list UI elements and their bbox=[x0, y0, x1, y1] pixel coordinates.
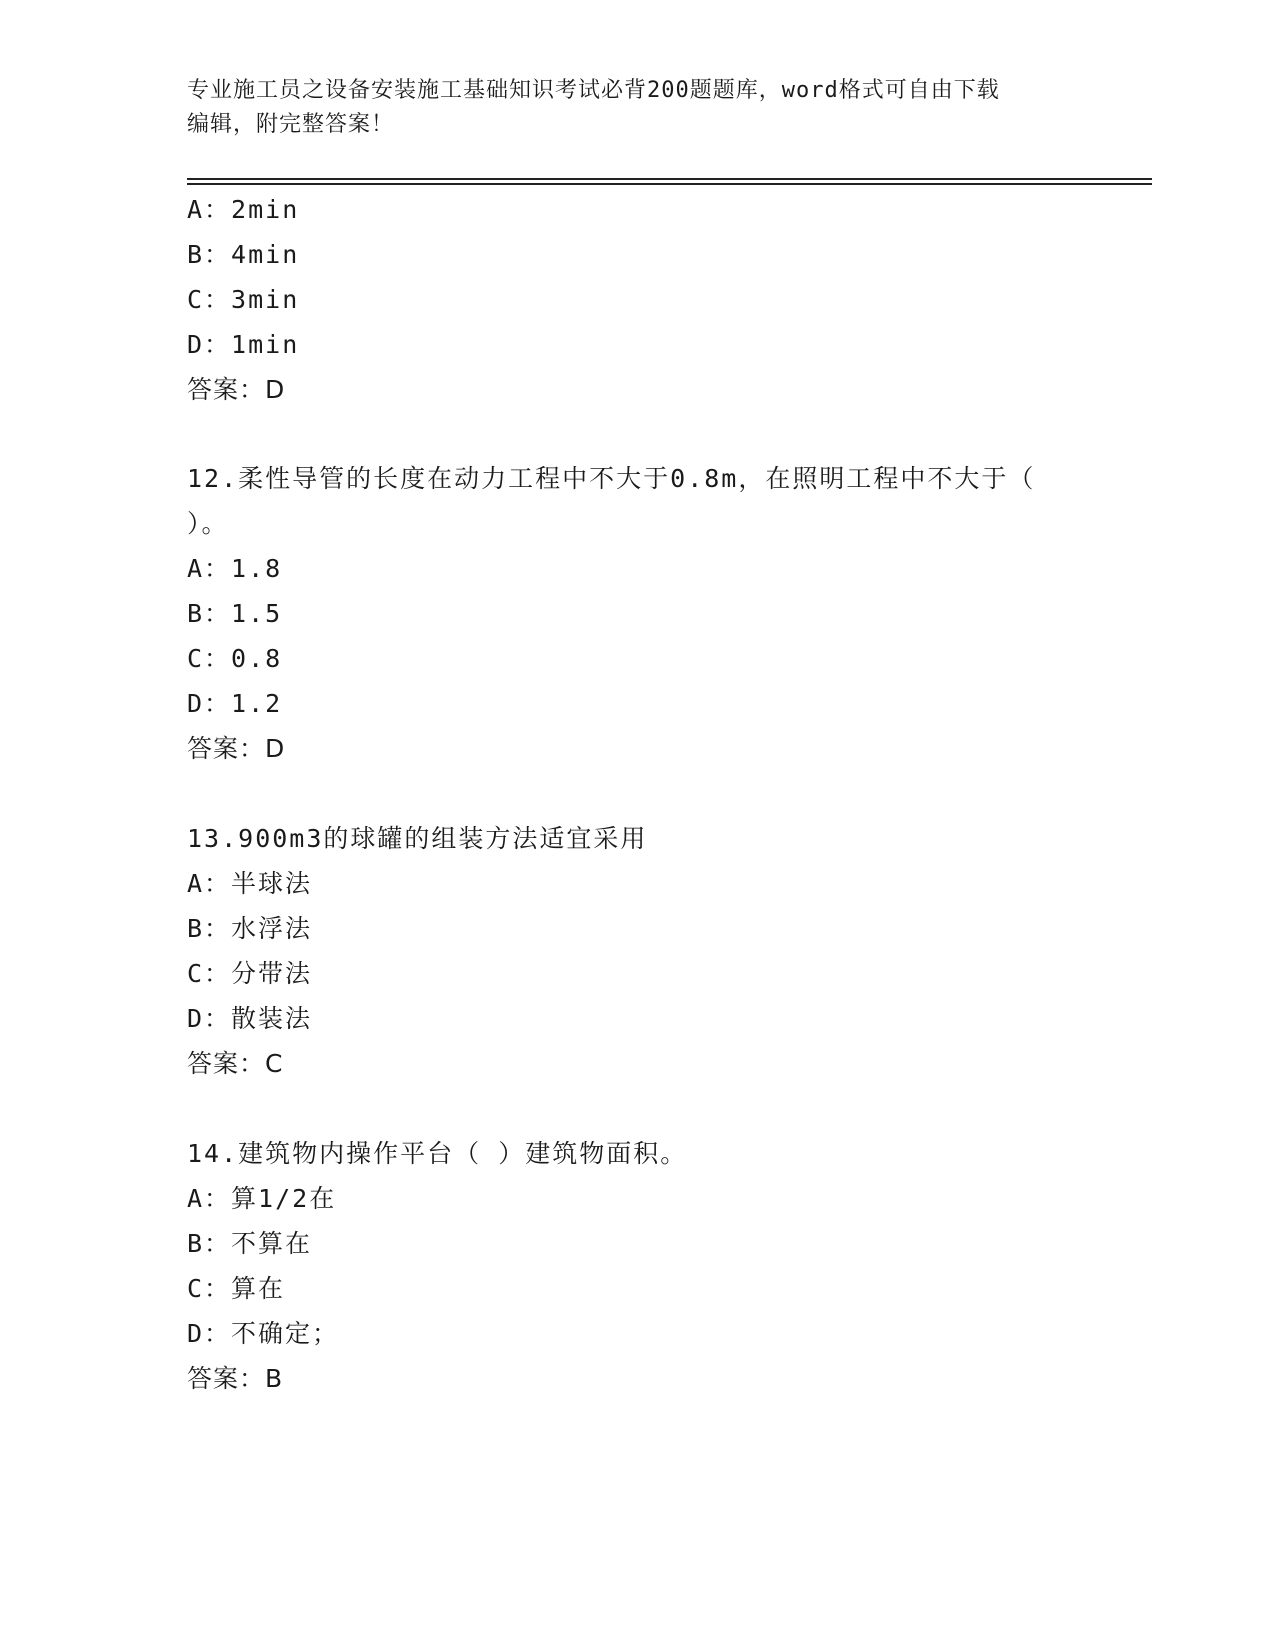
q13-option-a: A：半球法 bbox=[187, 869, 313, 898]
q12-question-line2: ）。 bbox=[187, 509, 229, 538]
q11-option-a: A：2min bbox=[187, 195, 300, 224]
q13-option-b: B：水浮法 bbox=[187, 914, 313, 943]
q11-option-c: C：3min bbox=[187, 285, 300, 314]
header-title-line2: 编辑，附完整答案！ bbox=[187, 112, 395, 137]
q14-option-a: A：算1/2在 bbox=[187, 1184, 337, 1213]
q14-option-b: B：不算在 bbox=[187, 1229, 313, 1258]
q14-option-d: D：不确定； bbox=[187, 1319, 340, 1348]
q14-answer: 答案：B bbox=[187, 1364, 284, 1393]
q13-option-d: D：散装法 bbox=[187, 1004, 313, 1033]
header-divider-top bbox=[187, 178, 1152, 180]
q12-option-c: C：0.8 bbox=[187, 644, 283, 673]
q12-option-d: D：1.2 bbox=[187, 689, 283, 718]
q14-option-c: C：算在 bbox=[187, 1274, 286, 1303]
header-title-line1: 专业施工员之设备安装施工基础知识考试必背200题题库，word格式可自由下载 bbox=[187, 78, 1000, 103]
q12-option-b: B：1.5 bbox=[187, 599, 283, 628]
q12-answer: 答案：D bbox=[187, 734, 286, 763]
q12-question-line1: 12.柔性导管的长度在动力工程中不大于0.8m，在照明工程中不大于（ bbox=[187, 464, 1036, 493]
q13-answer: 答案：C bbox=[187, 1049, 284, 1078]
q13-option-c: C：分带法 bbox=[187, 959, 313, 988]
q11-option-d: D：1min bbox=[187, 330, 300, 359]
header-divider-bottom bbox=[187, 183, 1152, 185]
document-header bbox=[187, 74, 1087, 142]
q12-option-a: A：1.8 bbox=[187, 554, 283, 583]
q11-option-b: B：4min bbox=[187, 240, 300, 269]
q11-answer: 答案：D bbox=[187, 375, 286, 404]
q13-question: 13.900m3的球罐的组装方法适宜采用 bbox=[187, 824, 648, 853]
q14-question: 14.建筑物内操作平台（ ）建筑物面积。 bbox=[187, 1139, 688, 1168]
